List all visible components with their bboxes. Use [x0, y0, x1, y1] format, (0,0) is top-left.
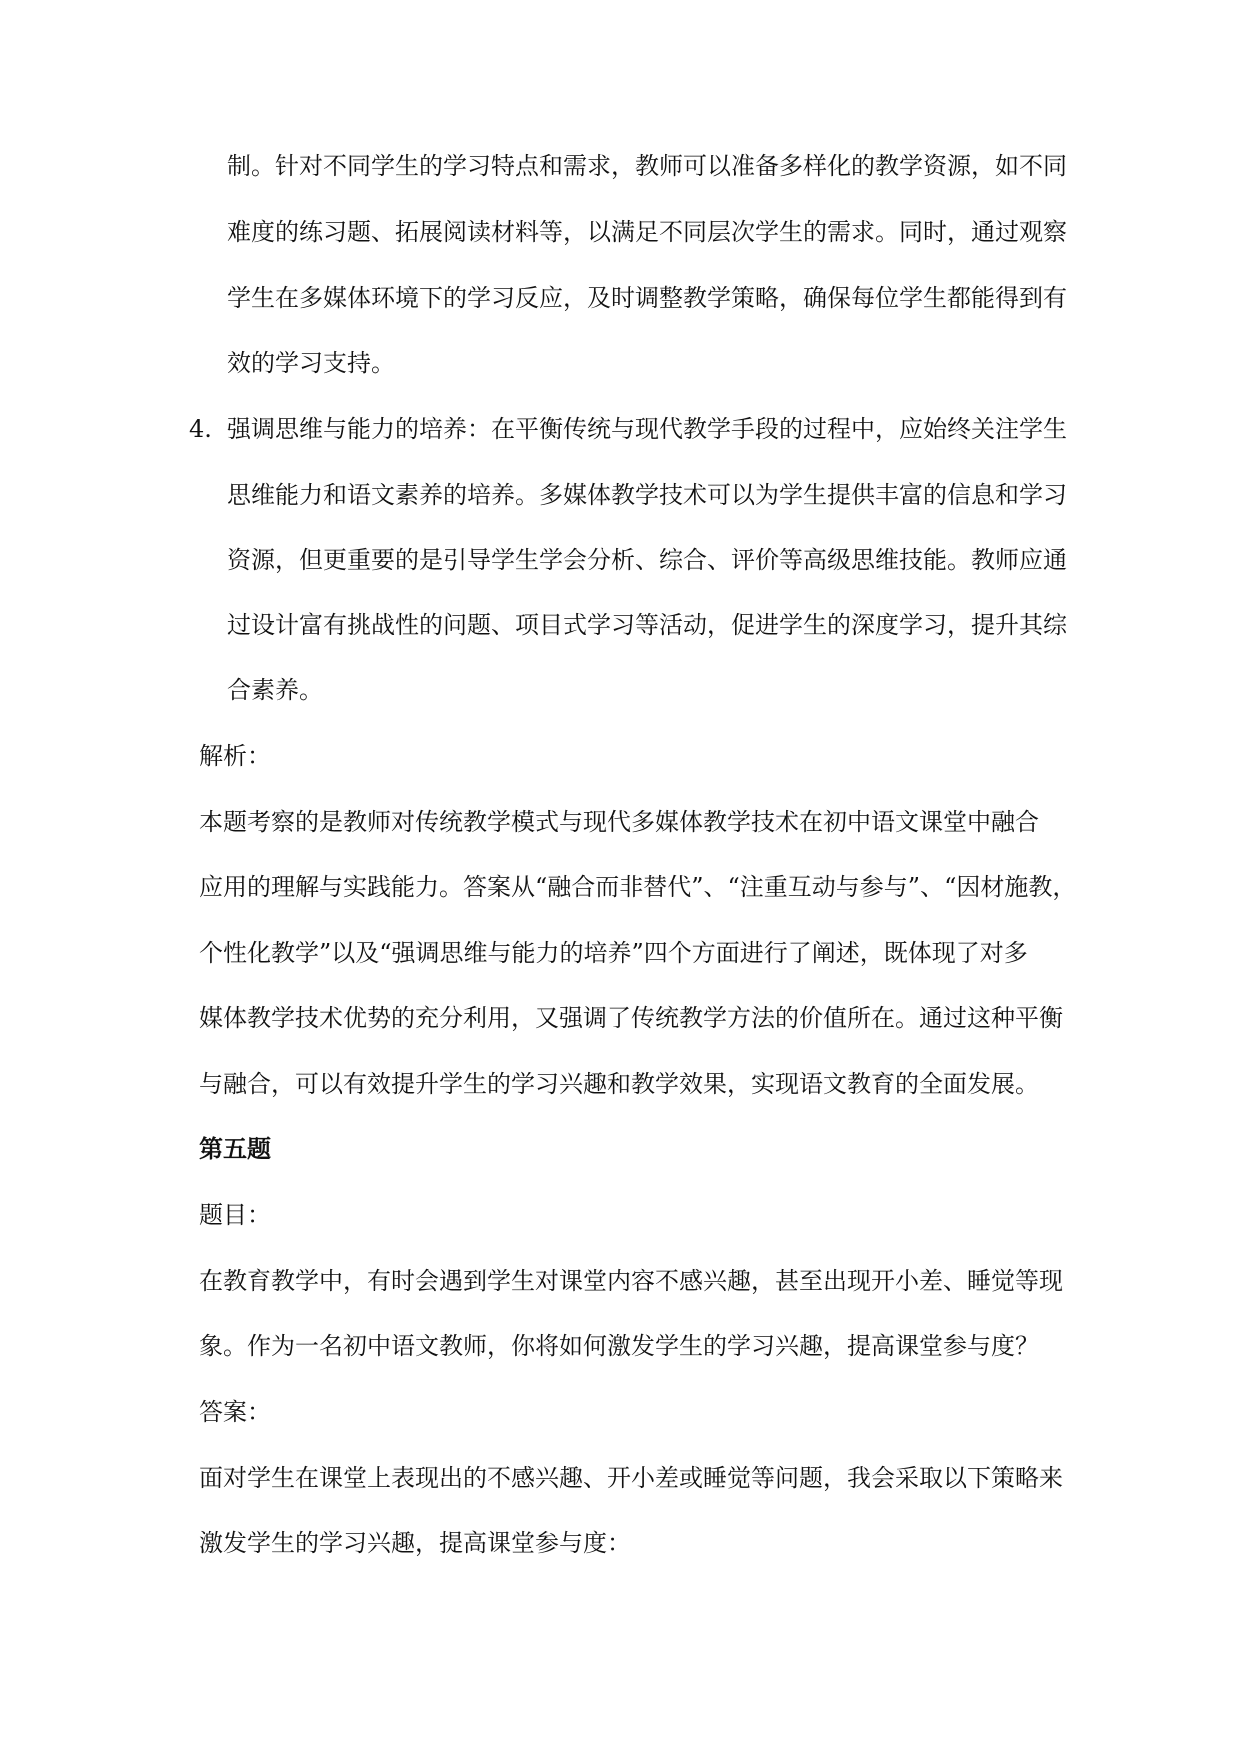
question-line-1: 在教育教学中，有时会遇到学生对课堂内容不感兴趣，甚至出现开小差、睡觉等现	[199, 1267, 1063, 1295]
question-line-2: 象。作为一名初中语文教师，你将如何激发学生的学习兴趣，提高课堂参与度？	[199, 1332, 1039, 1360]
item4-line-1: 强调思维与能力的培养：在平衡传统与现代教学手段的过程中，应始终关注学生	[227, 415, 1067, 443]
analysis-line-3: 个性化教学”以及“强调思维与能力的培养”四个方面进行了阐述，既体现了对多	[199, 939, 1028, 967]
answer-label: 答案：	[199, 1398, 271, 1426]
analysis-line-1: 本题考察的是教师对传统教学模式与现代多媒体教学技术在初中语文课堂中融合	[199, 808, 1039, 836]
item4-line-3: 资源，但更重要的是引导学生学会分析、综合、评价等高级思维技能。教师应通	[227, 546, 1067, 574]
item4-number: 4.	[189, 415, 212, 443]
item4-line-4: 过设计富有挑战性的问题、项目式学习等活动，促进学生的深度学习，提升其综	[227, 611, 1067, 639]
section-heading: 第五题	[199, 1134, 271, 1163]
item3-line-4: 效的学习支持。	[227, 349, 395, 377]
item3-line-3: 学生在多媒体环境下的学习反应，及时调整教学策略，确保每位学生都能得到有	[227, 284, 1067, 312]
item4-line-2: 思维能力和语文素养的培养。多媒体教学技术可以为学生提供丰富的信息和学习	[227, 481, 1067, 509]
analysis-label: 解析：	[199, 742, 271, 770]
item3-line-1: 制。针对不同学生的学习特点和需求，教师可以准备多样化的教学资源，如不同	[227, 152, 1067, 180]
answer-line-1: 面对学生在课堂上表现出的不感兴趣、开小差或睡觉等问题，我会采取以下策略来	[199, 1464, 1063, 1492]
analysis-line-5: 与融合，可以有效提升学生的学习兴趣和教学效果，实现语文教育的全面发展。	[199, 1070, 1039, 1098]
analysis-line-4: 媒体教学技术优势的充分利用，又强调了传统教学方法的价值所在。通过这种平衡	[199, 1004, 1063, 1032]
item4-line-5: 合素养。	[227, 676, 323, 704]
question-label: 题目：	[199, 1201, 271, 1229]
item3-line-2: 难度的练习题、拓展阅读材料等，以满足不同层次学生的需求。同时，通过观察	[227, 218, 1067, 246]
analysis-line-2: 应用的理解与实践能力。答案从“融合而非替代”、“注重互动与参与”、“因材施教，	[199, 873, 1077, 901]
answer-line-2: 激发学生的学习兴趣，提高课堂参与度：	[199, 1529, 631, 1557]
